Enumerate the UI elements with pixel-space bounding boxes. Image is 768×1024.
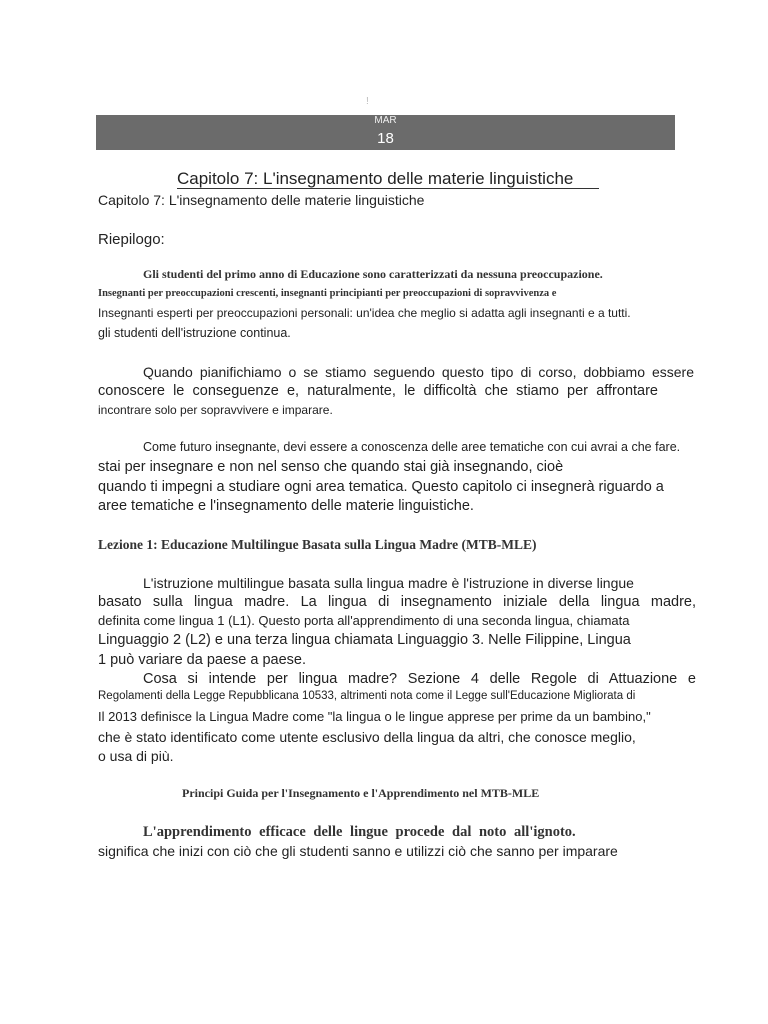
paragraph1-line: Insegnanti esperti per preoccupazioni personali: un'idea che meglio si adatta agli insegnanti e a tutti. <box>98 306 631 320</box>
paragraph5-line: Cosa si intende per lingua madre? Sezione 4 delle Regole di Attuazione e <box>143 671 696 687</box>
lesson1-heading: Lezione 1: Educazione Multilingue Basata sulla Lingua Madre (MTB-MLE) <box>98 537 537 552</box>
paragraph4-line: basato sulla lingua madre. La lingua di insegnamento iniziale della lingua madre, <box>98 594 696 610</box>
paragraph4-line: definita come lingua 1 (L1). Questo porta all'apprendimento di una seconda lingua, chiamata <box>98 613 630 628</box>
heading-underline <box>177 188 599 189</box>
paragraph6-line: L'apprendimento efficace delle lingue procede dal noto all'ignoto. <box>143 824 576 840</box>
chapter-heading: Capitolo 7: L'insegnamento delle materie linguistiche <box>177 169 574 188</box>
paragraph3-line: Come futuro insegnante, devi essere a conoscenza delle aree tematiche con cui avrai a che fare. <box>143 440 681 454</box>
date-banner-mark: ! <box>366 96 369 107</box>
date-banner <box>96 115 675 150</box>
date-day: 18 <box>377 130 394 147</box>
paragraph1-line: Gli studenti del primo anno di Educazione sono caratterizzati da nessuna preoccupazione. <box>143 267 603 281</box>
paragraph1-line: Insegnanti per preoccupazioni crescenti, insegnanti principianti per preoccupazioni di sopravvivenza e <box>98 288 557 299</box>
paragraph2-line: conoscere le conseguenze e, naturalmente, le difficoltà che stiamo per affrontare <box>98 383 658 399</box>
paragraph6-line: significa che inizi con ciò che gli studenti sanno e utilizzi ciò che sanno per imparare <box>98 843 618 859</box>
summary-label: Riepilogo: <box>98 231 165 248</box>
paragraph3-line: aree tematiche e l'insegnamento delle materie linguistiche. <box>98 498 474 514</box>
paragraph3-line: stai per insegnare e non nel senso che quando stai già insegnando, cioè <box>98 459 564 475</box>
paragraph5-line: Regolamenti della Legge Repubblicana 10533, altrimenti nota come il Legge sull'Educazione Migliorata di <box>98 690 636 702</box>
paragraph1-line: gli studenti dell'istruzione continua. <box>98 326 291 340</box>
paragraph2-line: incontrare solo per sopravvivere e imparare. <box>98 403 333 417</box>
paragraph4-line: Linguaggio 2 (L2) e una terza lingua chiamata Linguaggio 3. Nelle Filippine, Lingua <box>98 632 631 648</box>
paragraph5-line: o usa di più. <box>98 748 174 764</box>
chapter-subheading: Capitolo 7: L'insegnamento delle materie linguistiche <box>98 192 425 208</box>
paragraph5-line: che è stato identificato come utente esclusivo della lingua da altri, che conosce meglio, <box>98 729 636 745</box>
paragraph2-line: Quando pianifichiamo o se stiamo seguendo questo tipo di corso, dobbiamo essere <box>143 364 694 380</box>
paragraph4-line: 1 può variare da paese a paese. <box>98 652 306 668</box>
principles-heading: Principi Guida per l'Insegnamento e l'Apprendimento nel MTB-MLE <box>182 786 540 800</box>
date-month: MAR <box>374 115 397 126</box>
paragraph4-line: L'istruzione multilingue basata sulla lingua madre è l'istruzione in diverse lingue <box>143 575 634 591</box>
paragraph5-line: Il 2013 definisce la Lingua Madre come "la lingua o le lingue apprese per prime da un bambino," <box>98 709 651 724</box>
paragraph3-line: quando ti impegni a studiare ogni area tematica. Questo capitolo ci insegnerà riguardo a <box>98 479 664 495</box>
